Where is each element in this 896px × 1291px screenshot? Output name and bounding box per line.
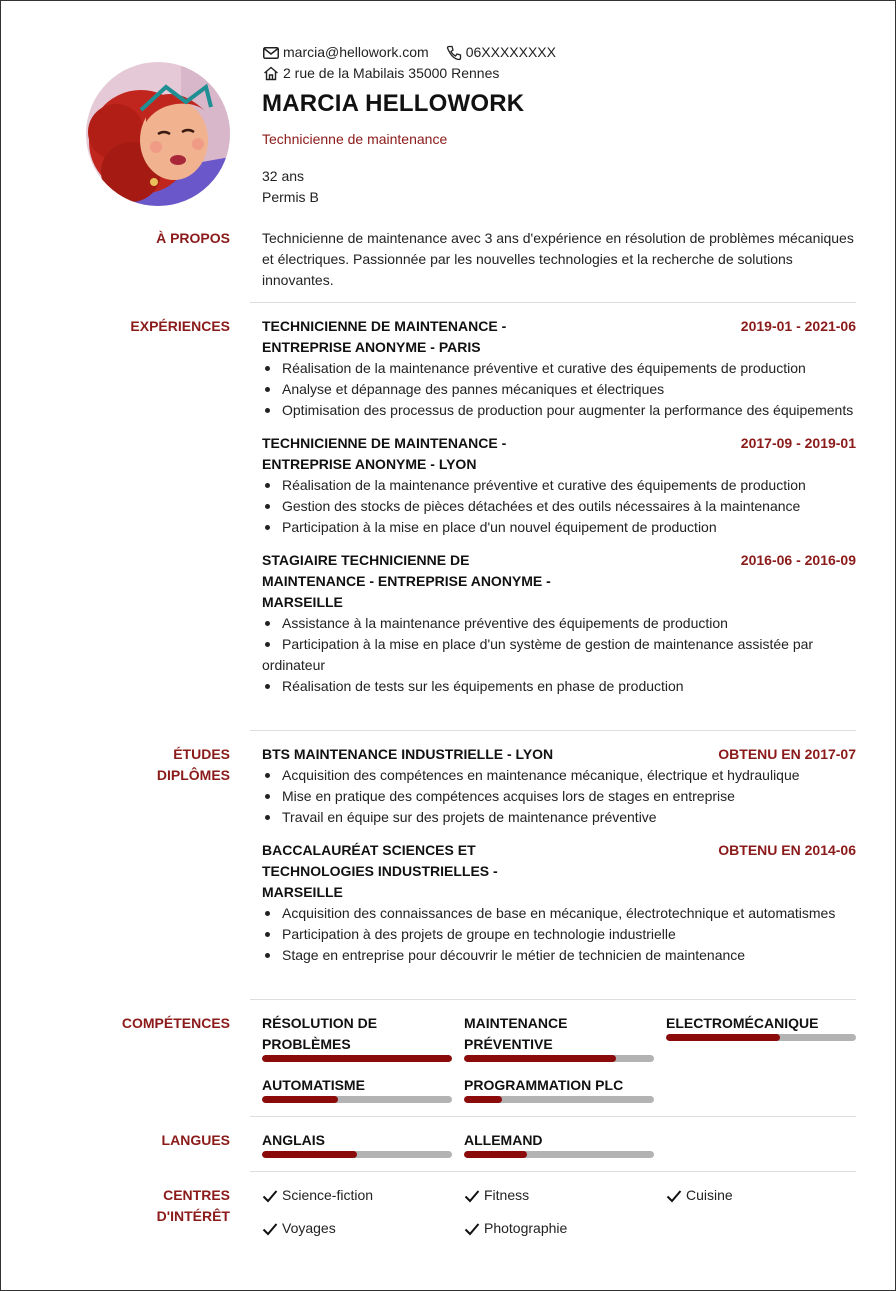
list-item: Acquisition des compétences en maintenance mécanique, électrique et hydraulique [262,765,856,786]
languages-section [1,1130,896,1162]
education-date: OBTENU EN 2014-06 [718,842,856,858]
education-entry [262,840,856,966]
education-title: BACCALAURÉAT SCIENCES ET TECHNOLOGIES INDUSTRIELLES - MARSEILLE [262,842,498,900]
language-bar [464,1151,654,1158]
check-icon [464,1222,480,1236]
divider [250,730,856,731]
experience-title: TECHNICIENNE DE MAINTENANCE - ENTREPRISE ANONYME - LYON [262,435,507,472]
list-item: Participation à la mise en place d'un système de gestion de maintenance assistée par ordinateur [262,634,856,676]
skill-name: PROGRAMMATION PLC [464,1077,624,1093]
experience-label: EXPÉRIENCES [130,318,230,334]
phone-icon [445,45,463,61]
education-date: OBTENU EN 2017-07 [718,746,856,762]
skill-bar [464,1096,654,1103]
email-item [262,42,429,63]
list-item: Stage en entreprise pour découvrir le métier de technicien de maintenance [262,945,856,966]
profile-photo [86,62,230,206]
list-item: Participation à la mise en place d'un nouvel équipement de production [262,517,856,538]
list-item: Mise en pratique des compétences acquises lors de stages en entreprise [262,786,856,807]
divider [250,1171,856,1172]
experience-title: STAGIAIRE TECHNICIENNE DE MAINTENANCE - ENTREPRISE ANONYME - MARSEILLE [262,552,551,610]
mail-icon [262,45,280,61]
interest-label: Science-fiction [282,1187,374,1203]
experience-list [262,316,856,697]
skill-name: RÉSOLUTION DE PROBLÈMES [262,1015,378,1052]
skill-bar [262,1096,452,1103]
language-name: ALLEMAND [464,1132,543,1148]
list-item: Réalisation de la maintenance préventive et curative des équipements de production [262,358,856,379]
list-item: Acquisition des connaissances de base en mécanique, électrotechnique et automatismes [262,903,856,924]
candidate-name: MARCIA HELLOWORK [262,90,525,117]
check-icon [464,1189,480,1203]
skill-bar [262,1055,452,1062]
interest-label: Photographie [484,1220,568,1236]
experience-title: TECHNICIENNE DE MAINTENANCE - ENTREPRISE ANONYME - PARIS [262,318,507,355]
list-item: Gestion des stocks de pièces détachées et des outils nécessaires à la maintenance [262,496,856,517]
language-item [262,1130,452,1158]
skill-bar-fill [464,1096,502,1103]
interest-label: Fitness [484,1187,530,1203]
experience-entry [262,550,856,697]
skill-bar-fill [262,1096,338,1103]
skill-item [464,1013,654,1062]
skill-name: MAINTENANCE PRÉVENTIVE [464,1015,568,1052]
email-text[interactable]: marcia@hellowork.com [283,44,429,60]
skill-item [262,1013,452,1062]
home-icon [262,66,280,82]
interests-label-line2: D'INTÉRÊT [156,1208,230,1224]
skill-bar-fill [262,1055,452,1062]
interest-item [464,1185,529,1206]
resume-header [262,42,856,208]
contact-row-2 [262,63,856,84]
check-icon [262,1222,278,1236]
divider [250,302,856,303]
skills-grid [262,1013,856,1105]
skill-bar [666,1034,856,1041]
address-item [262,63,499,84]
interest-item [464,1218,567,1239]
skills-label: COMPÉTENCES [121,1015,230,1031]
experience-date: 2016-06 - 2016-09 [740,552,856,568]
experience-date: 2019-01 - 2021-06 [740,318,856,334]
interests-label [1,1185,230,1227]
interests-grid [262,1185,856,1245]
list-item: Travail en équipe sur des projets de maintenance préventive [262,807,856,828]
education-label [1,744,230,786]
list-item: Réalisation de tests sur les équipements en phase de production [262,676,856,697]
skill-item [464,1075,654,1103]
address-text: 2 rue de la Mabilais 35000 Rennes [283,65,500,81]
list-item: Analyse et dépannage des pannes mécaniques et électriques [262,379,856,400]
phone-item [445,42,556,63]
skill-item [262,1075,452,1103]
interest-item [262,1218,336,1239]
job-title: Technicienne de maintenance [262,131,448,147]
languages-grid [262,1130,856,1162]
divider [250,1116,856,1117]
phone-text[interactable]: 06XXXXXXXX [465,44,556,60]
about-text: Technicienne de maintenance avec 3 ans d'expérience en résolution de problèmes mécaniques et électriques. Passionnée par les nouvelles technologies et la recherche de solutions innovantes. [262,230,854,288]
about-label: À PROPOS [156,230,230,246]
education-label-line2: DIPLÔMES [156,767,230,783]
experience-entry [262,433,856,538]
list-item: Participation à des projets de groupe en technologie industrielle [262,924,856,945]
list-item: Optimisation des processus de production pour augmenter la performance des équipements [262,400,856,421]
experience-entry [262,316,856,421]
interest-label: Voyages [282,1220,336,1236]
experience-date: 2017-09 - 2019-01 [740,435,856,451]
skill-item [666,1013,856,1041]
divider [250,999,856,1000]
contact-row-1 [262,42,856,63]
interest-label: Cuisine [686,1187,733,1203]
check-icon [262,1189,278,1203]
skills-section [1,1013,896,1105]
interests-label-line1: CENTRES [163,1187,230,1203]
skill-name: ELECTROMÉCANIQUE [666,1015,819,1031]
language-bar [262,1151,452,1158]
languages-label: LANGUES [161,1132,230,1148]
language-name: ANGLAIS [262,1132,325,1148]
interest-item [262,1185,373,1206]
skill-name: AUTOMATISME [262,1077,365,1093]
interest-item [666,1185,733,1206]
education-title: BTS MAINTENANCE INDUSTRIELLE - LYON [262,746,554,762]
check-icon [666,1189,682,1203]
education-entry [262,744,856,828]
education-list [262,744,856,966]
license-text: Permis B [262,189,319,205]
list-item: Assistance à la maintenance préventive des équipements de production [262,613,856,634]
education-label-line1: ÉTUDES [173,746,230,762]
age-text: 32 ans [262,168,305,184]
language-item [464,1130,654,1158]
list-item: Réalisation de la maintenance préventive et curative des équipements de production [262,475,856,496]
skill-bar [464,1055,654,1062]
language-bar-fill [464,1151,527,1158]
language-bar-fill [262,1151,357,1158]
skill-bar-fill [464,1055,616,1062]
skill-bar-fill [666,1034,780,1041]
